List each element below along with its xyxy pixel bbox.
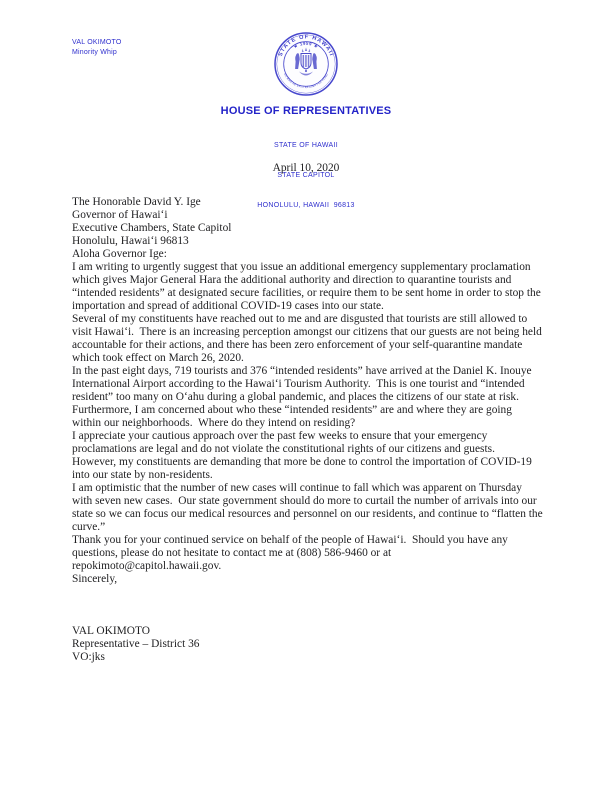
- official-title: Minority Whip: [72, 49, 117, 56]
- hawaii-state-seal-icon: [273, 31, 339, 97]
- recipient-line: The Honorable David Y. Ige: [72, 196, 201, 208]
- letter-date: April 10, 2020: [272, 162, 340, 174]
- signature-name: VAL OKIMOTO: [72, 625, 150, 637]
- salutation: Aloha Governor Ige:: [72, 248, 167, 260]
- letterhead-address-line: STATE CAPITOL: [277, 172, 335, 179]
- paragraph: Several of my constituents have reached out to me and are disgusted that tourists are still allowed to visit Hawai‘i. There is an increasing perception amongst our citizens that our guests are not being held accountable for their actions, and there has been zero enforcement of your self-quarantine mandate which took effect on March 26, 2020.: [72, 313, 545, 364]
- closing: Sincerely,: [72, 573, 118, 585]
- signature-title: Representative – District 36: [72, 638, 200, 650]
- paragraph: I appreciate your cautious approach over the past few weeks to ensure that your emergency proclamations are legal and do not violate the constitutional rights of our citizens and guests. However, my constituents are demanding that more be done to control the importation of COVID-19 into our state by non-residents.: [72, 430, 535, 481]
- paragraph: I am writing to urgently suggest that you issue an additional emergency supplementary proclamation which gives Major General Hara the additional authority and direction to quarantine tourists and “intended residents” at designated secure facilities, or require them to be sent home in order to stop the importation and spread of additional COVID-19 cases into our state.: [72, 261, 544, 312]
- seal-year-text: ★ 1959 ★: [292, 40, 320, 50]
- letterhead-address-line: HONOLULU, HAWAII 96813: [257, 202, 355, 209]
- recipient-line: Honolulu, Hawai‘i 96813: [72, 235, 189, 247]
- seal-ring-bottom-text: UA MAU KE EA O KA AINA I KA PONO: [283, 73, 329, 90]
- reference-initials: VO:jks: [72, 651, 105, 663]
- paragraph: Thank you for your continued service on behalf of the people of Hawai‘i. Should you have any questions, please do not hesitate to contact me at (808) 586-9460 or at repokimoto@capitol.hawaii.gov.: [72, 534, 511, 572]
- recipient-line: Executive Chambers, State Capitol: [72, 222, 232, 234]
- signature-block: [72, 625, 543, 651]
- letterhead-official-block: [72, 38, 122, 58]
- letterhead-address-line: STATE OF HAWAII: [274, 142, 338, 149]
- recipient-address-block: [72, 196, 543, 248]
- paragraph: In the past eight days, 719 tourists and 376 “intended residents” have arrived at the Daniel K. Inouye International Airport according to the Hawai‘i Tourism Authority. This is one tourist and “intended resident” too many on O‘ahu during a global pandemic, and places the citizens of our state at risk. Furthermore, I am concerned about who these “intended residents” are and where they are going within our neighborhoods. Where do they intend on residing?: [72, 365, 535, 429]
- seal-ring-top-text: STATE OF HAWAII: [277, 34, 335, 58]
- paragraph: I am optimistic that the number of new cases will continue to fall which was apparent on Thursday with seven new cases. Our state government should do more to curtail the number of arrivals into our state so we can focus our medical resources and personnel on our residents, and continue to “flatten the curve.”: [72, 482, 546, 533]
- letter-body: [72, 196, 546, 664]
- letterhead-organization: HOUSE OF REPRESENTATIVES: [220, 105, 392, 117]
- recipient-line: Governor of Hawai‘i: [72, 209, 168, 221]
- official-name: VAL OKIMOTO: [72, 39, 122, 46]
